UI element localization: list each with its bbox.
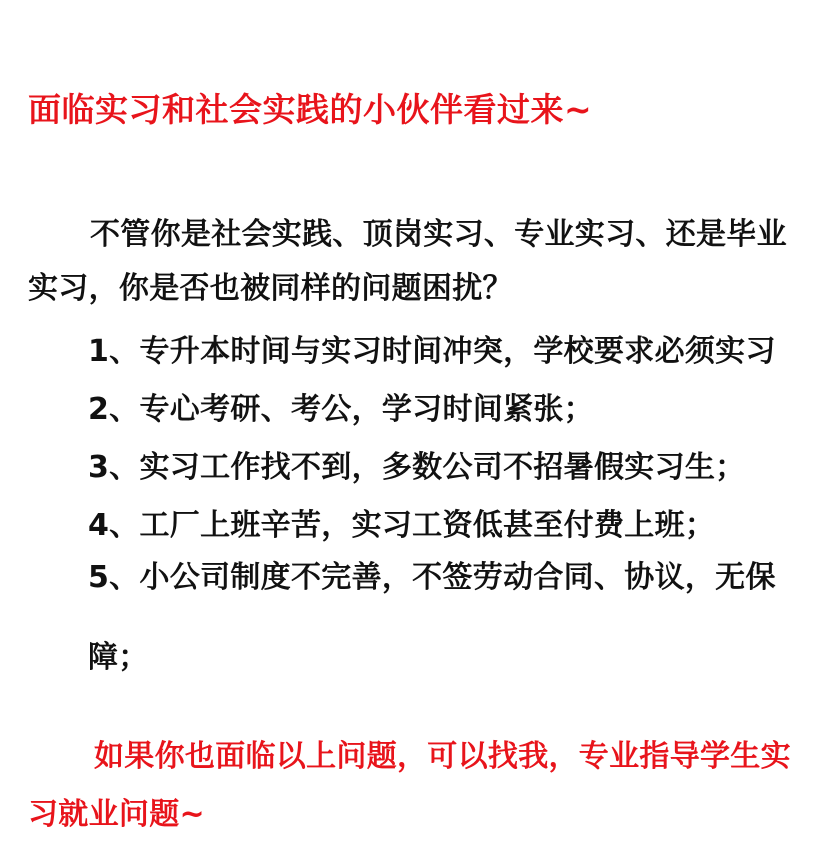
page-title: 面临实习和社会实践的小伙伴看过来~ <box>28 90 593 129</box>
closing-paragraph: 如果你也面临以上问题，可以找我，专业指导学生实习就业问题~ <box>28 739 791 832</box>
intro-paragraph: 不管你是社会实践、顶岗实习、专业实习、还是毕业实习，你是否也被同样的问题困扰？ <box>28 217 787 306</box>
issue-item-2: 2、专心考研、考公，学习时间紧张； <box>88 392 594 427</box>
issue-item-4: 4、工厂上班辛苦，实习工资低甚至付费上班； <box>88 508 716 543</box>
issue-item-1: 1、专升本时间与实习时间冲突，学校要求必须实习 <box>88 334 776 369</box>
issue-item-3: 3、实习工作找不到，多数公司不招暑假实习生； <box>88 450 746 485</box>
issue-item-5: 5、小公司制度不完善，不签劳动合同、协议，无保障； <box>88 560 776 675</box>
